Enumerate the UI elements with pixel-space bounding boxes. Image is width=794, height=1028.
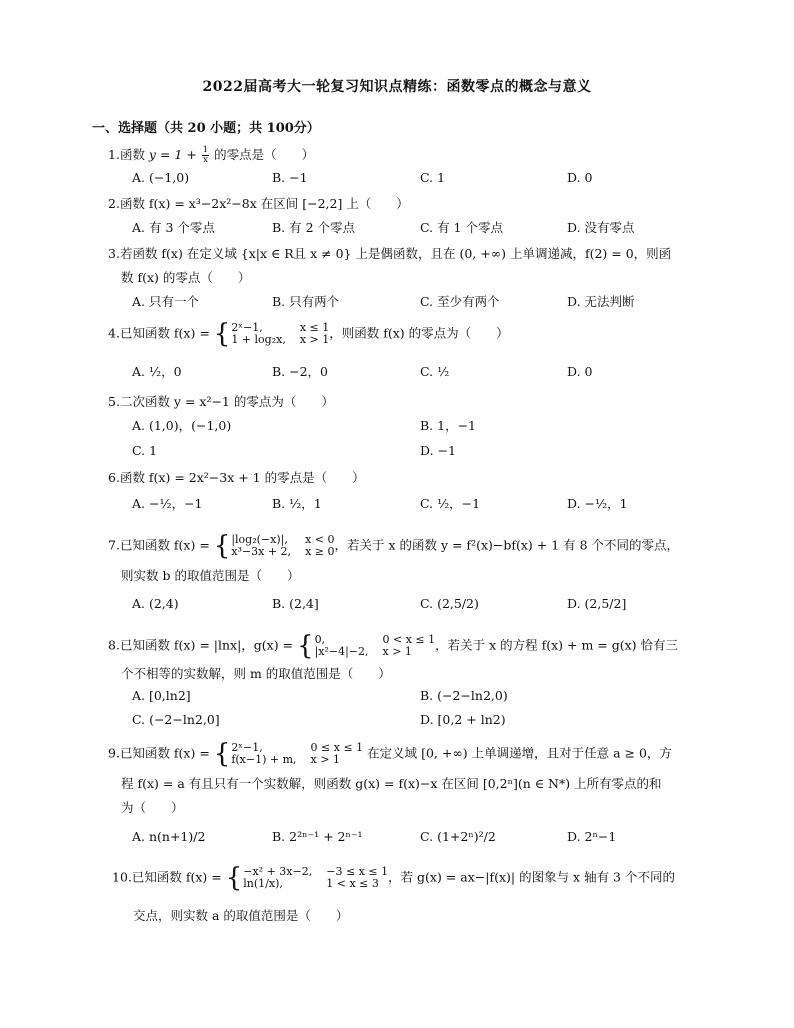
q9-option-b[interactable]: B. 2²ⁿ⁻¹ + 2ⁿ⁻¹	[272, 829, 363, 844]
question-9: 9.已知函数 f(x) = { 2ˣ−1, 0 ≤ x ≤ 1 f(x−1) + m, x > 1 在定义域 [0, +∞) 上单调递增，且对于任意 a ≥ 0，方	[108, 739, 672, 769]
q7-option-b[interactable]: B. (2,4]	[272, 596, 319, 611]
question-4: 4.已知函数 f(x) = { 2ˣ−1, x ≤ 1 1 + log₂x, x > 1 ，则函数 f(x) 的零点为（ ）	[108, 319, 509, 349]
question-7-line2: 则实数 b 的取值范围是（ ）	[121, 568, 300, 583]
q6-option-d[interactable]: D. −½，1	[567, 496, 628, 511]
question-9-line2: 程 f(x) = a 有且只有一个实数解，则函数 g(x) = f(x)−x 在区间 [0,2ⁿ](n ∈ N*) 上所有零点的和	[121, 776, 662, 791]
q3-option-c[interactable]: C. 至少有两个	[420, 294, 500, 309]
q3-option-b[interactable]: B. 只有两个	[272, 294, 340, 309]
question-9-line3: 为（ ）	[121, 800, 184, 815]
q9-option-d[interactable]: D. 2ⁿ−1	[567, 829, 617, 844]
page-title: 2022届高考大一轮复习知识点精练：函数零点的概念与意义	[202, 79, 592, 95]
q1-option-d[interactable]: D. 0	[567, 170, 593, 185]
question-8: 8.已知函数 f(x) = |lnx|，g(x) = { 0, 0 < x ≤ 1 |x²−4|−2, x > 1 ，若关于 x 的方程 f(x) + m = g(x) 恰有三	[108, 631, 679, 661]
q7-option-c[interactable]: C. (2,5/2)	[420, 596, 479, 611]
question-7: 7.已知函数 f(x) = { |log₂(−x)|, x < 0 x³−3x + 2, x ≥ 0 ，若关于 x 的函数 y = f²(x)−bf(x) + 1 有 8 个不同的零点，	[108, 531, 680, 561]
q3-option-d[interactable]: D. 无法判断	[567, 294, 635, 309]
question-2: 2.函数 f(x) = x³−2x²−8x 在区间 [−2,2] 上（ ）	[108, 196, 409, 211]
q5-option-a[interactable]: A. (1,0)，(−1,0)	[132, 418, 232, 433]
q2-option-b[interactable]: B. 有 2 个零点	[272, 220, 356, 235]
q8-option-d[interactable]: D. [0,2 + ln2)	[420, 712, 506, 727]
question-1: 1.函数 y = 1 + $\frac{1}{x}$ 的零点是（ ）	[108, 145, 315, 165]
question-5: 5.二次函数 y = x²−1 的零点为（ ）	[108, 394, 334, 409]
q4-option-a[interactable]: A. ½，0	[132, 364, 182, 379]
q1-option-c[interactable]: C. 1	[420, 170, 446, 185]
piecewise-brace: { 2ˣ−1, x ≤ 1 1 + log₂x, x > 1	[213, 319, 330, 349]
question-10-line2: 交点，则实数 a 的取值范围是（ ）	[133, 908, 349, 923]
piecewise-brace: { |log₂(−x)|, x < 0 x³−3x + 2, x ≥ 0	[213, 531, 335, 561]
q5-option-c[interactable]: C. 1	[132, 443, 158, 458]
q4-option-b[interactable]: B. −2，0	[272, 364, 329, 379]
section-heading: 一、选择题（共 20 小题；共 100分）	[92, 121, 320, 136]
q5-option-d[interactable]: D. −1	[420, 443, 456, 458]
q9-option-c[interactable]: C. (1+2ⁿ)²/2	[420, 829, 496, 844]
q8-option-b[interactable]: B. (−2−ln2,0)	[420, 688, 508, 703]
q7-option-a[interactable]: A. (2,4)	[132, 596, 179, 611]
q2-option-a[interactable]: A. 有 3 个零点	[132, 220, 215, 235]
q2-option-c[interactable]: C. 有 1 个零点	[420, 220, 503, 235]
q6-option-c[interactable]: C. ½，−1	[420, 496, 481, 511]
q8-option-a[interactable]: A. [0,ln2]	[132, 688, 191, 703]
q1-option-a[interactable]: A. (−1,0)	[132, 170, 190, 185]
q3-option-a[interactable]: A. 只有一个	[132, 294, 199, 309]
question-6: 6.函数 f(x) = 2x²−3x + 1 的零点是（ ）	[108, 470, 365, 485]
question-8-line2: 个不相等的实数解，则 m 的取值范围是（ ）	[121, 666, 391, 681]
q4-option-c[interactable]: C. ½	[420, 364, 450, 379]
piecewise-brace: { 0, 0 < x ≤ 1 |x²−4|−2, x > 1	[297, 631, 436, 661]
q1-option-b[interactable]: B. −1	[272, 170, 308, 185]
q7-option-d[interactable]: D. (2,5/2]	[567, 596, 627, 611]
q5-option-b[interactable]: B. 1，−1	[420, 418, 477, 433]
question-3-line2: 数 f(x) 的零点（ ）	[121, 270, 251, 285]
q4-option-d[interactable]: D. 0	[567, 364, 593, 379]
q2-option-d[interactable]: D. 没有零点	[567, 220, 635, 235]
q9-option-a[interactable]: A. n(n+1)/2	[132, 829, 206, 844]
piecewise-brace: { 2ˣ−1, 0 ≤ x ≤ 1 f(x−1) + m, x > 1	[213, 739, 364, 769]
q6-option-a[interactable]: A. −½，−1	[132, 496, 203, 511]
piecewise-brace: { −x² + 3x−2, −3 ≤ x ≤ 1 ln(1/x), 1 < x ≤ 3	[225, 863, 389, 893]
question-3: 3.若函数 f(x) 在定义域 {x|x ∈ R且 x ≠ 0} 上是偶函数，且在 (0, +∞) 上单调递减，f(2) = 0，则函	[108, 246, 672, 261]
question-10: 10.已知函数 f(x) = { −x² + 3x−2, −3 ≤ x ≤ 1 ln(1/x), 1 < x ≤ 3 ，若 g(x) = ax−|f(x)| 的图象与 x 轴有 3 个不同的	[112, 863, 675, 893]
q6-option-b[interactable]: B. ½，1	[272, 496, 322, 511]
q8-option-c[interactable]: C. (−2−ln2,0]	[132, 712, 220, 727]
